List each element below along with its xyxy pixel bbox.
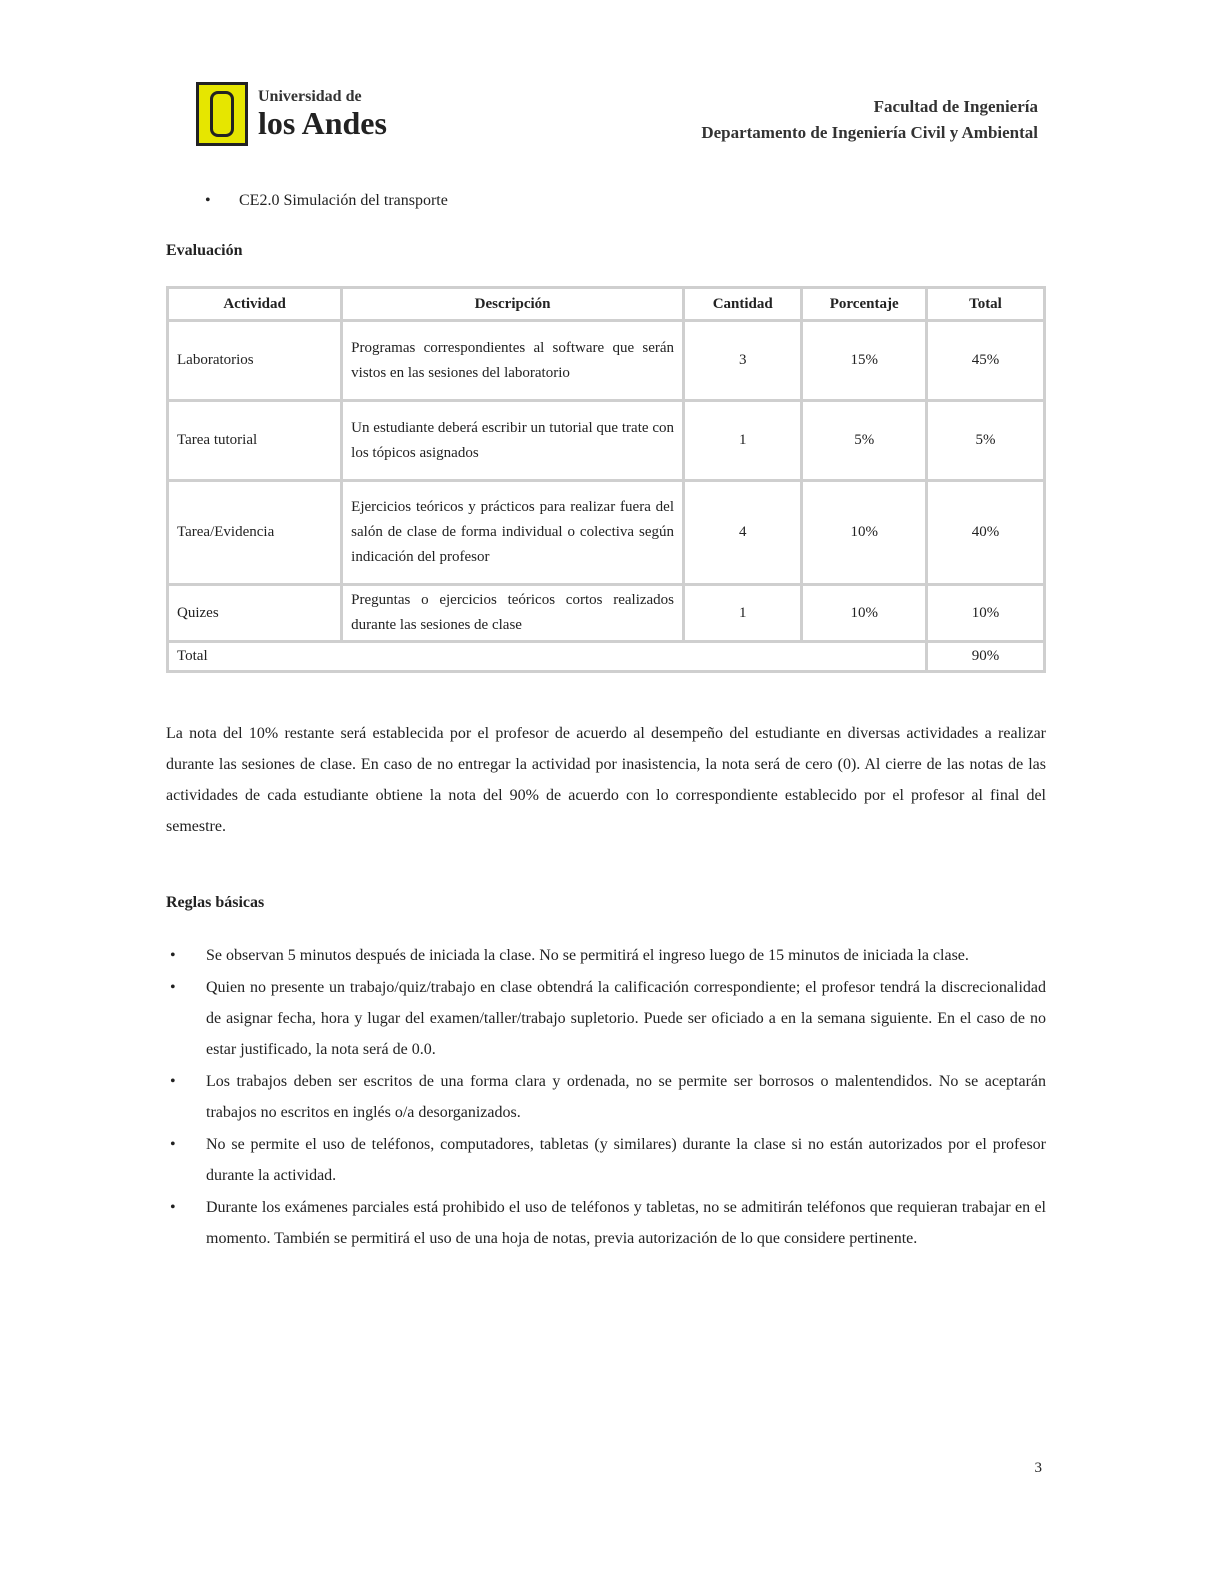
cell-activity: Tarea tutorial [168, 401, 342, 481]
cell-percent: 15% [802, 321, 926, 401]
list-item: • Quien no presente un trabajo/quiz/trabajo en clase obtendrá la calificación correspondiente; el profesor tendrá la discrecionalidad de asignar fecha, hora y lugar del examen/taller/trabajo supletorio. Puede ser oficiado a en la semana siguiente. En el caso de no estar justificado, la nota será de 0.0. [166, 972, 1046, 1065]
cell-quantity: 1 [684, 401, 802, 481]
cell-description: Un estudiante deberá escribir un tutorial que trate con los tópicos asignados [342, 401, 684, 481]
cell-total: 5% [926, 401, 1044, 481]
col-total: Total [926, 288, 1044, 321]
grading-paragraph: La nota del 10% restante será establecida por el profesor de acuerdo al desempeño del estudiante en diversas actividades a realizar durante las sesiones de clase. En caso de no entregar la actividad por inasistencia, la nota será de cero (0). Al cierre de las notas de las actividades de cada estudiante obtiene la nota del 90% de acuerdo con lo correspondiente establecido por el profesor al final del semestre. [166, 725, 1046, 835]
col-description: Descripción [342, 288, 684, 321]
university-logo [196, 82, 387, 146]
rules-heading: Reglas básicas [166, 894, 265, 911]
cell-quantity: 4 [684, 481, 802, 585]
rules-list [166, 940, 1046, 1255]
cell-description: Programas correspondientes al software que serán vistos en las sesiones del laboratorio [342, 321, 684, 401]
col-quantity: Cantidad [684, 288, 802, 321]
cell-activity: Tarea/Evidencia [168, 481, 342, 585]
cell-percent: 10% [802, 481, 926, 585]
table-row [168, 401, 1045, 481]
total-value: 90% [926, 642, 1044, 672]
cell-description: Preguntas o ejercicios teóricos cortos realizados durante las sesiones de clase [342, 585, 684, 642]
header-affiliation [701, 94, 1038, 146]
logo-line1: Universidad de [258, 88, 362, 105]
cell-total: 45% [926, 321, 1044, 401]
department-name: Departamento de Ingeniería Civil y Ambiental [701, 123, 1038, 142]
faculty-name: Facultad de Ingeniería [873, 97, 1038, 116]
table-row [168, 585, 1045, 642]
cell-description: Ejercicios teóricos y prácticos para realizar fuera del salón de clase de forma individual o colectiva según indicación del profesor [342, 481, 684, 585]
total-label: Total [168, 642, 927, 672]
table-total-row [168, 642, 1045, 672]
cell-activity: Quizes [168, 585, 342, 642]
cell-quantity: 3 [684, 321, 802, 401]
course-bullet [205, 192, 448, 210]
table-row [168, 481, 1045, 585]
col-activity: Actividad [168, 288, 342, 321]
logo-line2: los Andes [258, 105, 387, 141]
page-number: 3 [1034, 1460, 1042, 1476]
evaluation-table [166, 286, 1046, 673]
list-item: • No se permite el uso de teléfonos, computadores, tabletas (y similares) durante la clase si no están autorizados por el profesor durante la actividad. [166, 1129, 1046, 1191]
table-header-row [168, 288, 1045, 321]
cell-percent: 10% [802, 585, 926, 642]
list-item: • Durante los exámenes parciales está prohibido el uso de teléfonos y tabletas, no se admitirán teléfonos que requieran trabajar en el momento. También se permitirá el uso de una hoja de notas, previa autorización de lo que considere pertinente. [166, 1192, 1046, 1254]
course-bullet-text: CE2.0 Simulación del transporte [239, 192, 448, 209]
cell-percent: 5% [802, 401, 926, 481]
evaluation-heading: Evaluación [166, 242, 243, 259]
cell-activity: Laboratorios [168, 321, 342, 401]
cell-total: 40% [926, 481, 1044, 585]
col-percent: Porcentaje [802, 288, 926, 321]
table-row [168, 321, 1045, 401]
logo-emblem-icon [196, 82, 248, 146]
cell-total: 10% [926, 585, 1044, 642]
list-item: • Se observan 5 minutos después de iniciada la clase. No se permitirá el ingreso luego de 15 minutos de iniciada la clase. [166, 940, 1046, 971]
list-item: • Los trabajos deben ser escritos de una forma clara y ordenada, no se permite ser borrosos o malentendidos. No se aceptarán trabajos no escritos en inglés o/a desorganizados. [166, 1066, 1046, 1128]
cell-quantity: 1 [684, 585, 802, 642]
